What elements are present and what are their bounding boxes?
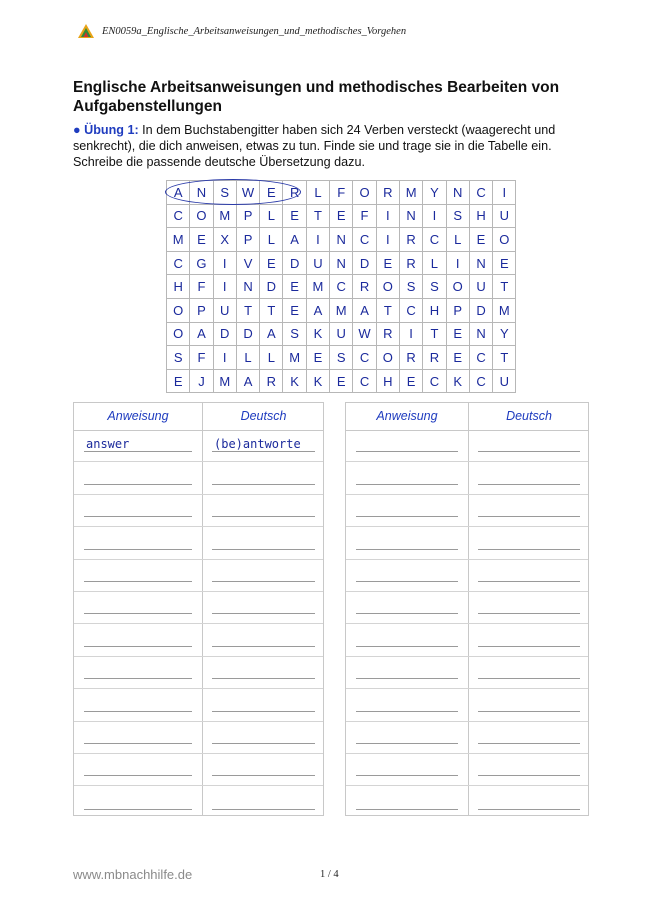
grid-letter: H — [167, 275, 190, 299]
letter-grid — [166, 180, 516, 393]
grid-letter: P — [236, 228, 259, 252]
grid-letter: S — [213, 181, 236, 205]
answer-line-deutsch[interactable] — [212, 581, 315, 582]
answer-line-deutsch[interactable] — [212, 711, 315, 712]
grid-letter: F — [353, 204, 376, 228]
grid-letter: N — [399, 204, 422, 228]
document-id: EN0059a_Englische_Arbeitsanweisungen_und_methodisches_Vorgehen — [102, 25, 407, 37]
grid-letter: G — [190, 251, 213, 275]
grid-letter: N — [469, 251, 492, 275]
page-title: Englische Arbeitsanweisungen und methodisches Bearbeiten von Aufgabenstellungen — [73, 79, 560, 115]
grid-letter: C — [469, 369, 492, 393]
answer-line-anweisung[interactable] — [356, 646, 458, 647]
grid-letter: E — [446, 346, 469, 370]
grid-row — [167, 204, 516, 228]
grid-row — [167, 346, 516, 370]
grid-letter: N — [236, 275, 259, 299]
answer-line-deutsch[interactable] — [212, 549, 315, 550]
grid-letter: N — [330, 228, 353, 252]
document-header — [78, 24, 406, 38]
answer-line-anweisung[interactable] — [356, 711, 458, 712]
grid-letter: A — [260, 322, 283, 346]
table-row — [346, 592, 588, 624]
grid-letter: U — [306, 251, 329, 275]
grid-letter: L — [446, 228, 469, 252]
grid-letter: I — [306, 228, 329, 252]
grid-letter: M — [213, 369, 236, 393]
grid-letter: E — [330, 369, 353, 393]
grid-letter: S — [423, 275, 446, 299]
answer-line-deutsch[interactable] — [212, 516, 315, 517]
grid-letter: L — [260, 228, 283, 252]
grid-letter: C — [353, 228, 376, 252]
answer-line-anweisung[interactable] — [84, 581, 192, 582]
grid-letter: S — [399, 275, 422, 299]
grid-letter: E — [330, 204, 353, 228]
footer-url: www.mbnachhilfe.de — [73, 867, 193, 882]
answer-line-anweisung[interactable] — [84, 743, 192, 744]
grid-letter: T — [423, 322, 446, 346]
answer-line-anweisung[interactable] — [356, 451, 458, 452]
table-row — [346, 689, 588, 721]
grid-letter: K — [306, 322, 329, 346]
grid-letter: T — [260, 298, 283, 322]
grid-letter: A — [283, 228, 306, 252]
grid-letter: T — [493, 346, 516, 370]
grid-letter: R — [399, 228, 422, 252]
grid-letter: C — [167, 251, 190, 275]
grid-letter: V — [236, 251, 259, 275]
answer-line-deutsch[interactable] — [478, 711, 580, 712]
grid-row — [167, 228, 516, 252]
grid-letter: I — [399, 322, 422, 346]
table-row — [346, 430, 588, 462]
grid-letter: T — [306, 204, 329, 228]
grid-letter: S — [167, 346, 190, 370]
answer-line-deutsch[interactable] — [212, 451, 315, 452]
grid-letter: I — [493, 181, 516, 205]
answer-line-anweisung[interactable] — [84, 646, 192, 647]
grid-letter: A — [306, 298, 329, 322]
answer-line-anweisung[interactable] — [84, 549, 192, 550]
grid-letter: O — [493, 228, 516, 252]
grid-letter: T — [493, 275, 516, 299]
table-row — [346, 462, 588, 494]
table-row — [346, 786, 588, 818]
grid-letter: O — [190, 204, 213, 228]
table-header-row — [346, 403, 588, 431]
answer-line-deutsch[interactable] — [478, 613, 580, 614]
grid-letter: Y — [493, 322, 516, 346]
answer-line-deutsch[interactable] — [212, 775, 315, 776]
col-header-anweisung: Anweisung — [107, 409, 169, 423]
grid-letter: L — [236, 346, 259, 370]
grid-letter: E — [283, 298, 306, 322]
grid-row — [167, 322, 516, 346]
grid-letter: O — [353, 181, 376, 205]
grid-letter: R — [283, 181, 306, 205]
grid-letter: P — [236, 204, 259, 228]
answer-line-deutsch[interactable] — [212, 613, 315, 614]
grid-letter: R — [399, 346, 422, 370]
grid-letter: D — [469, 298, 492, 322]
grid-letter: N — [190, 181, 213, 205]
table-row — [74, 754, 323, 786]
answer-line-deutsch[interactable] — [212, 646, 315, 647]
grid-row — [167, 298, 516, 322]
task-label: Übung 1: — [84, 123, 139, 137]
grid-letter: M — [399, 181, 422, 205]
answer-line-anweisung[interactable] — [84, 775, 192, 776]
grid-letter: H — [376, 369, 399, 393]
table-row — [74, 495, 323, 527]
answer-line-deutsch[interactable] — [478, 775, 580, 776]
grid-letter: M — [493, 298, 516, 322]
grid-letter: N — [330, 251, 353, 275]
answer-line-deutsch[interactable] — [478, 451, 580, 452]
grid-letter: L — [260, 204, 283, 228]
grid-letter: L — [260, 346, 283, 370]
answer-line-deutsch[interactable] — [478, 809, 580, 810]
grid-letter: K — [306, 369, 329, 393]
grid-letter: Y — [423, 181, 446, 205]
table-row — [74, 786, 323, 818]
grid-letter: W — [353, 322, 376, 346]
grid-letter: W — [236, 181, 259, 205]
grid-letter: C — [167, 204, 190, 228]
grid-letter: O — [376, 346, 399, 370]
example-anweisung: answer — [86, 437, 130, 452]
table-row — [74, 624, 323, 656]
grid-letter: R — [376, 322, 399, 346]
table-row — [346, 624, 588, 656]
col-header-anweisung: Anweisung — [376, 409, 438, 423]
grid-letter: A — [167, 181, 190, 205]
grid-letter: C — [423, 228, 446, 252]
bullet-icon: ● — [73, 123, 81, 137]
grid-letter: O — [376, 275, 399, 299]
grid-letter: E — [446, 322, 469, 346]
answer-line-anweisung[interactable] — [84, 516, 192, 517]
answer-line-deutsch[interactable] — [478, 549, 580, 550]
grid-letter: E — [493, 251, 516, 275]
grid-letter: U — [469, 275, 492, 299]
answer-line-anweisung[interactable] — [84, 678, 192, 679]
answer-line-deutsch[interactable] — [478, 646, 580, 647]
grid-letter: U — [213, 298, 236, 322]
grid-letter: M — [283, 346, 306, 370]
answer-line-anweisung[interactable] — [356, 775, 458, 776]
grid-letter: K — [446, 369, 469, 393]
grid-letter: I — [446, 251, 469, 275]
answer-line-anweisung[interactable] — [356, 549, 458, 550]
vocab-table-left — [73, 402, 324, 816]
answer-line-deutsch[interactable] — [212, 484, 315, 485]
table-row — [74, 657, 323, 689]
grid-letter: S — [330, 346, 353, 370]
grid-letter: T — [376, 298, 399, 322]
grid-letter: U — [330, 322, 353, 346]
grid-letter: D — [283, 251, 306, 275]
grid-letter: T — [236, 298, 259, 322]
grid-letter: P — [190, 298, 213, 322]
grid-letter: N — [469, 322, 492, 346]
grid-letter: E — [167, 369, 190, 393]
grid-letter: L — [423, 251, 446, 275]
letter-grid-table — [166, 180, 516, 393]
grid-letter: C — [423, 369, 446, 393]
grid-letter: C — [469, 181, 492, 205]
grid-letter: E — [260, 251, 283, 275]
grid-letter: C — [330, 275, 353, 299]
answer-line-anweisung[interactable] — [356, 678, 458, 679]
grid-letter: I — [423, 204, 446, 228]
grid-letter: O — [167, 298, 190, 322]
grid-letter: S — [446, 204, 469, 228]
triangle-logo-icon — [78, 24, 94, 38]
table-row — [346, 495, 588, 527]
answer-line-anweisung[interactable] — [84, 451, 192, 452]
grid-letter: E — [190, 228, 213, 252]
table-header-row — [74, 403, 323, 431]
table-row — [74, 560, 323, 592]
grid-letter: H — [423, 298, 446, 322]
grid-letter: E — [376, 251, 399, 275]
grid-letter: I — [213, 346, 236, 370]
grid-letter: I — [213, 275, 236, 299]
table-row — [346, 754, 588, 786]
answer-line-anweisung[interactable] — [356, 613, 458, 614]
grid-letter: S — [283, 322, 306, 346]
answer-line-anweisung[interactable] — [84, 711, 192, 712]
table-row — [74, 462, 323, 494]
grid-letter: E — [260, 181, 283, 205]
grid-letter: P — [446, 298, 469, 322]
grid-letter: M — [306, 275, 329, 299]
grid-letter: D — [236, 322, 259, 346]
answer-line-deutsch[interactable] — [478, 516, 580, 517]
task-instructions — [73, 122, 593, 170]
task-text: In dem Buchstabengitter haben sich 24 Verben versteckt (waagerecht und senkrecht), die dich anweisen, etwas zu tun. Finde sie und trage sie in die Tabelle ein. Schreibe die passende deutsche Übersetzung dazu. — [73, 123, 556, 169]
grid-letter: D — [213, 322, 236, 346]
grid-letter: D — [260, 275, 283, 299]
grid-letter: I — [213, 251, 236, 275]
grid-letter: H — [469, 204, 492, 228]
table-row — [346, 722, 588, 754]
grid-letter: A — [353, 298, 376, 322]
grid-letter: A — [190, 322, 213, 346]
answer-line-anweisung[interactable] — [84, 809, 192, 810]
answer-line-anweisung[interactable] — [84, 613, 192, 614]
answer-line-deutsch[interactable] — [478, 484, 580, 485]
grid-letter: R — [423, 346, 446, 370]
answer-line-anweisung[interactable] — [356, 809, 458, 810]
grid-letter: X — [213, 228, 236, 252]
grid-letter: R — [260, 369, 283, 393]
grid-letter: M — [330, 298, 353, 322]
answer-line-deutsch[interactable] — [478, 581, 580, 582]
grid-letter: E — [306, 346, 329, 370]
answer-line-deutsch[interactable] — [212, 678, 315, 679]
table-row — [74, 430, 323, 462]
table-row — [346, 527, 588, 559]
grid-letter: E — [469, 228, 492, 252]
page-number: 1 / 4 — [320, 869, 339, 880]
table-row — [74, 689, 323, 721]
grid-letter: J — [190, 369, 213, 393]
grid-letter: R — [353, 275, 376, 299]
answer-line-deutsch[interactable] — [478, 678, 580, 679]
answer-line-anweisung[interactable] — [84, 484, 192, 485]
table-row — [346, 560, 588, 592]
grid-letter: F — [330, 181, 353, 205]
col-header-deutsch: Deutsch — [240, 409, 287, 423]
answer-line-anweisung[interactable] — [356, 581, 458, 582]
grid-letter: U — [493, 369, 516, 393]
answer-line-anweisung[interactable] — [356, 484, 458, 485]
table-row — [74, 722, 323, 754]
grid-letter: M — [213, 204, 236, 228]
grid-letter: F — [190, 346, 213, 370]
grid-letter: I — [376, 204, 399, 228]
grid-letter: C — [469, 346, 492, 370]
answer-line-deutsch[interactable] — [212, 809, 315, 810]
grid-letter: A — [236, 369, 259, 393]
grid-letter: R — [376, 181, 399, 205]
grid-letter: U — [493, 204, 516, 228]
col-header-deutsch: Deutsch — [506, 409, 552, 423]
answer-line-deutsch[interactable] — [212, 743, 315, 744]
answer-line-deutsch[interactable] — [478, 743, 580, 744]
table-row — [74, 592, 323, 624]
answer-line-anweisung[interactable] — [356, 743, 458, 744]
example-deutsch: (be)antworte — [214, 437, 301, 452]
answer-line-anweisung[interactable] — [356, 516, 458, 517]
grid-row — [167, 251, 516, 275]
grid-letter: C — [399, 298, 422, 322]
grid-letter: L — [306, 181, 329, 205]
grid-letter: C — [353, 369, 376, 393]
grid-letter: F — [190, 275, 213, 299]
grid-letter: C — [353, 346, 376, 370]
grid-letter: D — [353, 251, 376, 275]
grid-row — [167, 275, 516, 299]
grid-letter: O — [446, 275, 469, 299]
grid-letter: M — [167, 228, 190, 252]
grid-letter: O — [167, 322, 190, 346]
table-row — [346, 657, 588, 689]
vocab-table-right — [345, 402, 589, 816]
grid-letter: E — [283, 204, 306, 228]
grid-letter: E — [283, 275, 306, 299]
table-row — [74, 527, 323, 559]
grid-letter: E — [399, 369, 422, 393]
grid-row — [167, 369, 516, 393]
grid-letter: R — [399, 251, 422, 275]
grid-row — [167, 181, 516, 205]
grid-letter: I — [376, 228, 399, 252]
grid-letter: N — [446, 181, 469, 205]
grid-letter: K — [283, 369, 306, 393]
